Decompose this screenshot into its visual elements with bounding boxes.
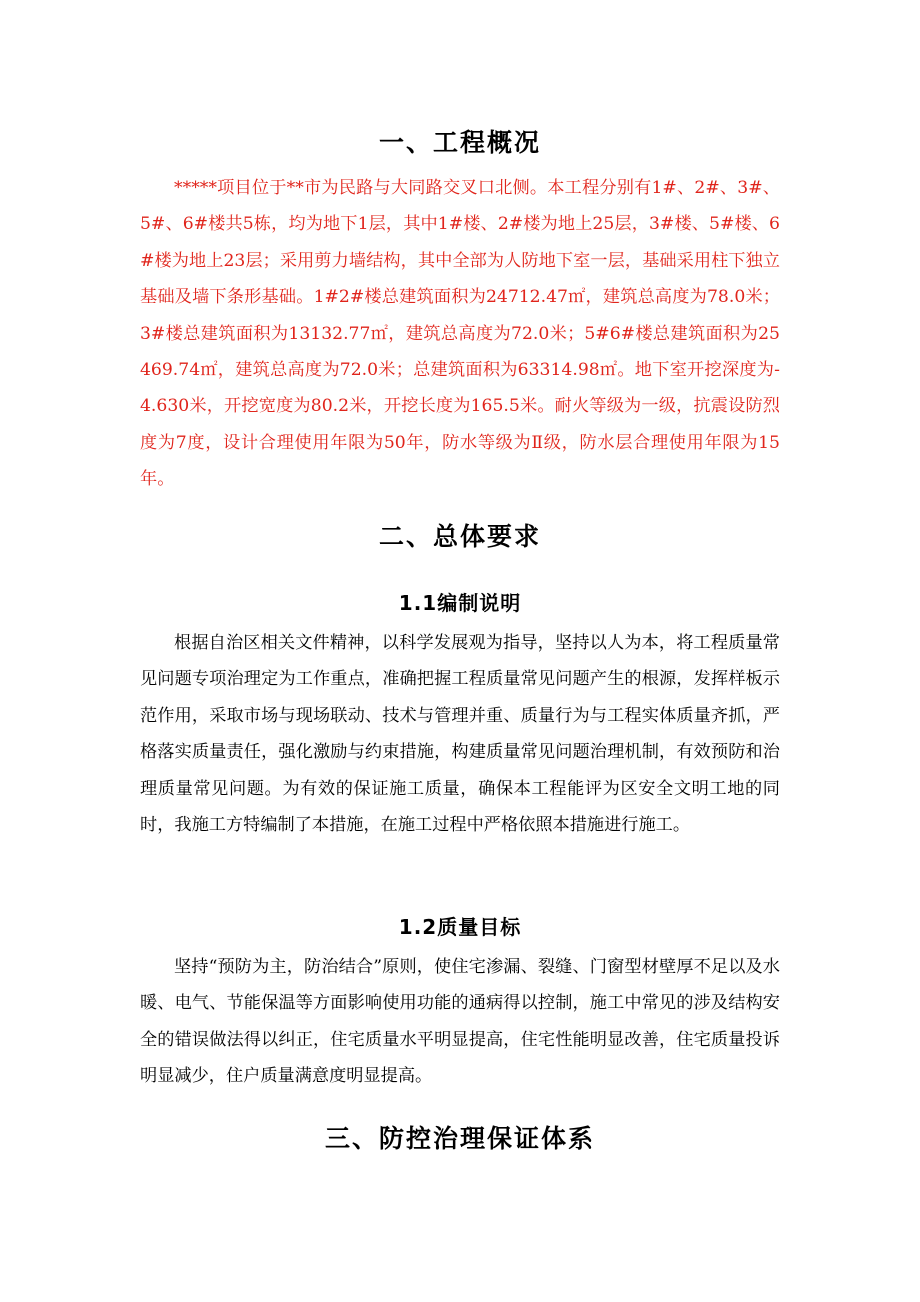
section-3-heading: 三、防控治理保证体系 (324, 1124, 595, 1153)
section-2-heading: 二、总体要求 (378, 522, 541, 551)
quality-goal-paragraph: 坚持“预防为主，防治结合”原则，使住宅渗漏、裂缝、门窗型材壁厚不足以及水暖、电气、节能保温等方面影响使用功能的通病得以控制，施工中常见的涉及结构安全的错误做法得以纠正，住宅质量水平明显提高，住宅性能明显改善，住宅质量投诉明显减少，住户质量满意度明显提高。 (140, 957, 780, 1087)
section-1-heading: 一、工程概况 (378, 128, 541, 157)
project-overview-paragraph: *****项目位于**市为民路与大同路交叉口北侧。本工程分别有1#、2#、3#、5#、6#楼共5栋，均为地下1层，其中1#楼、2#楼为地上25层，3#楼、5#楼、6#楼为地上23层；采用剪力墙结构，其中全部为人防地下室一层，基础采用柱下独立基础及墙下条形基础。1#2#楼总建筑面积为24712.47㎡，建筑总高度为78.0米；3#楼总建筑面积为13132.77㎡，建筑总高度为72.0米；5#6#楼总建筑面积为25469.74㎡，建筑总高度为72.0米；总建筑面积为63314.98㎡。地下室开挖深度为-4.630米，开挖宽度为80.2米，开挖长度为165.5米。耐火等级为一级，抗震设防烈度为7度，设计合理使用年限为50年，防水等级为Ⅱ级，防水层合理使用年限为15年。 (140, 178, 780, 490)
subsection-1-1-heading: 1.1编制说明 (398, 591, 522, 615)
subsection-1-2-heading: 1.2质量目标 (398, 915, 522, 939)
compilation-notes-paragraph: 根据自治区相关文件精神，以科学发展观为指导，坚持以人为本，将工程质量常见问题专项治理定为工作重点，准确把握工程质量常见问题产生的根源，发挥样板示范作用，采取市场与现场联动、技术与管理并重、质量行为与工程实体质量齐抓，严格落实质量责任，强化激励与约束措施，构建质量常见问题治理机制，有效预防和治理质量常见问题。为有效的保证施工质量，确保本工程能评为区安全文明工地的同时，我施工方特编制了本措施，在施工过程中严格依照本措施进行施工。 (140, 633, 780, 836)
